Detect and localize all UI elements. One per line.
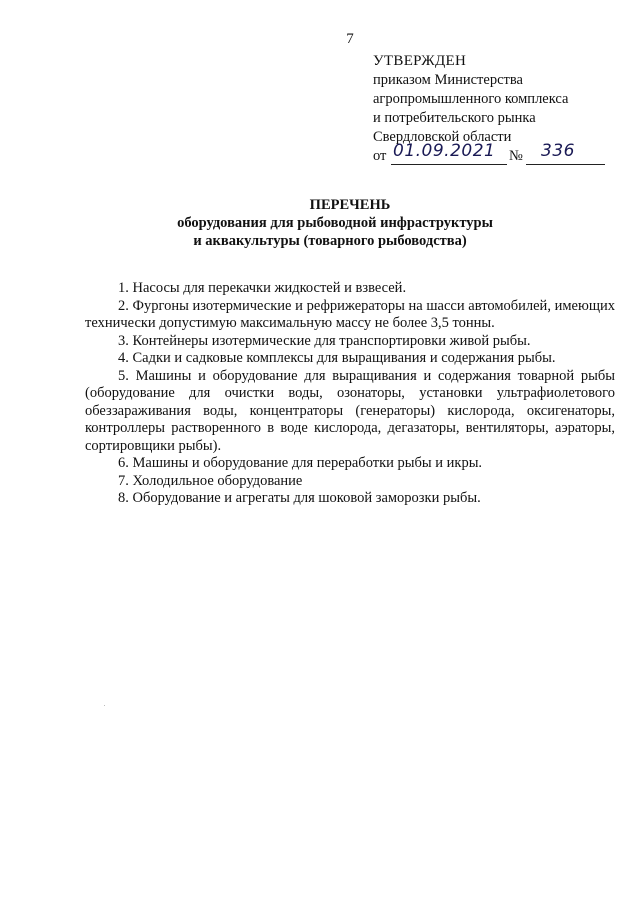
- approval-stamp-block: [373, 52, 575, 167]
- list-item: 5. Машины и оборудование для выращивания и содержания товарной рыбы (оборудование для очистки воды, озонаторы, установки ультрафиолетового обеззараживания воды, концентраторы (генераторы) кислорода, оксигенаторы, контроллеры растворенного в воде кислорода, дегазаторы, вентиляторы, аэраторы, сортировщики рыбы).: [85, 367, 615, 454]
- list-item: 6. Машины и оборудование для переработки рыбы и икры.: [118, 455, 483, 471]
- approval-heading: УТВЕРЖДЕН: [373, 53, 467, 69]
- document-title: [0, 196, 640, 250]
- list-item: 7. Холодильное оборудование: [118, 472, 303, 489]
- list-item: 8. Оборудование и агрегаты для шоковой заморозки рыбы.: [118, 490, 481, 506]
- approval-line-3: и потребительского рынка: [373, 110, 536, 126]
- handwritten-number: 336: [541, 141, 575, 161]
- date-prefix: от: [373, 148, 387, 164]
- approval-date-number-row: [373, 141, 575, 167]
- equipment-list: [85, 280, 615, 508]
- title-line-2: оборудования для рыбоводной инфраструктуры: [177, 215, 493, 231]
- scan-speck: [104, 705, 105, 706]
- list-item: 1. Насосы для перекачки жидкостей и взвесей.: [118, 280, 407, 296]
- approval-line-4: Свердловской области: [373, 129, 512, 145]
- list-item: 4. Садки и садковые комплексы для выращивания и содержания рыбы.: [118, 350, 556, 366]
- approval-line-2: агропромышленного комплекса: [373, 91, 569, 107]
- list-item: 3. Контейнеры изотермические для транспортировки живой рыбы.: [118, 332, 531, 349]
- number-prefix: №: [509, 148, 523, 164]
- title-line-3: и аквакультуры (товарного рыбоводства): [193, 233, 467, 249]
- title-line-1: ПЕРЕЧЕНЬ: [309, 197, 391, 213]
- page-number: 7: [346, 31, 354, 47]
- approval-line-1: приказом Министерства: [373, 72, 523, 88]
- handwritten-date: 01.09.2021: [393, 141, 496, 161]
- list-item: 2. Фургоны изотермические и рефрижераторы на шасси автомобилей, имеющих технически допустимую максимальную массу не более 3,5 тонны.: [85, 297, 615, 331]
- date-underline: [391, 164, 507, 165]
- number-underline: [526, 164, 605, 165]
